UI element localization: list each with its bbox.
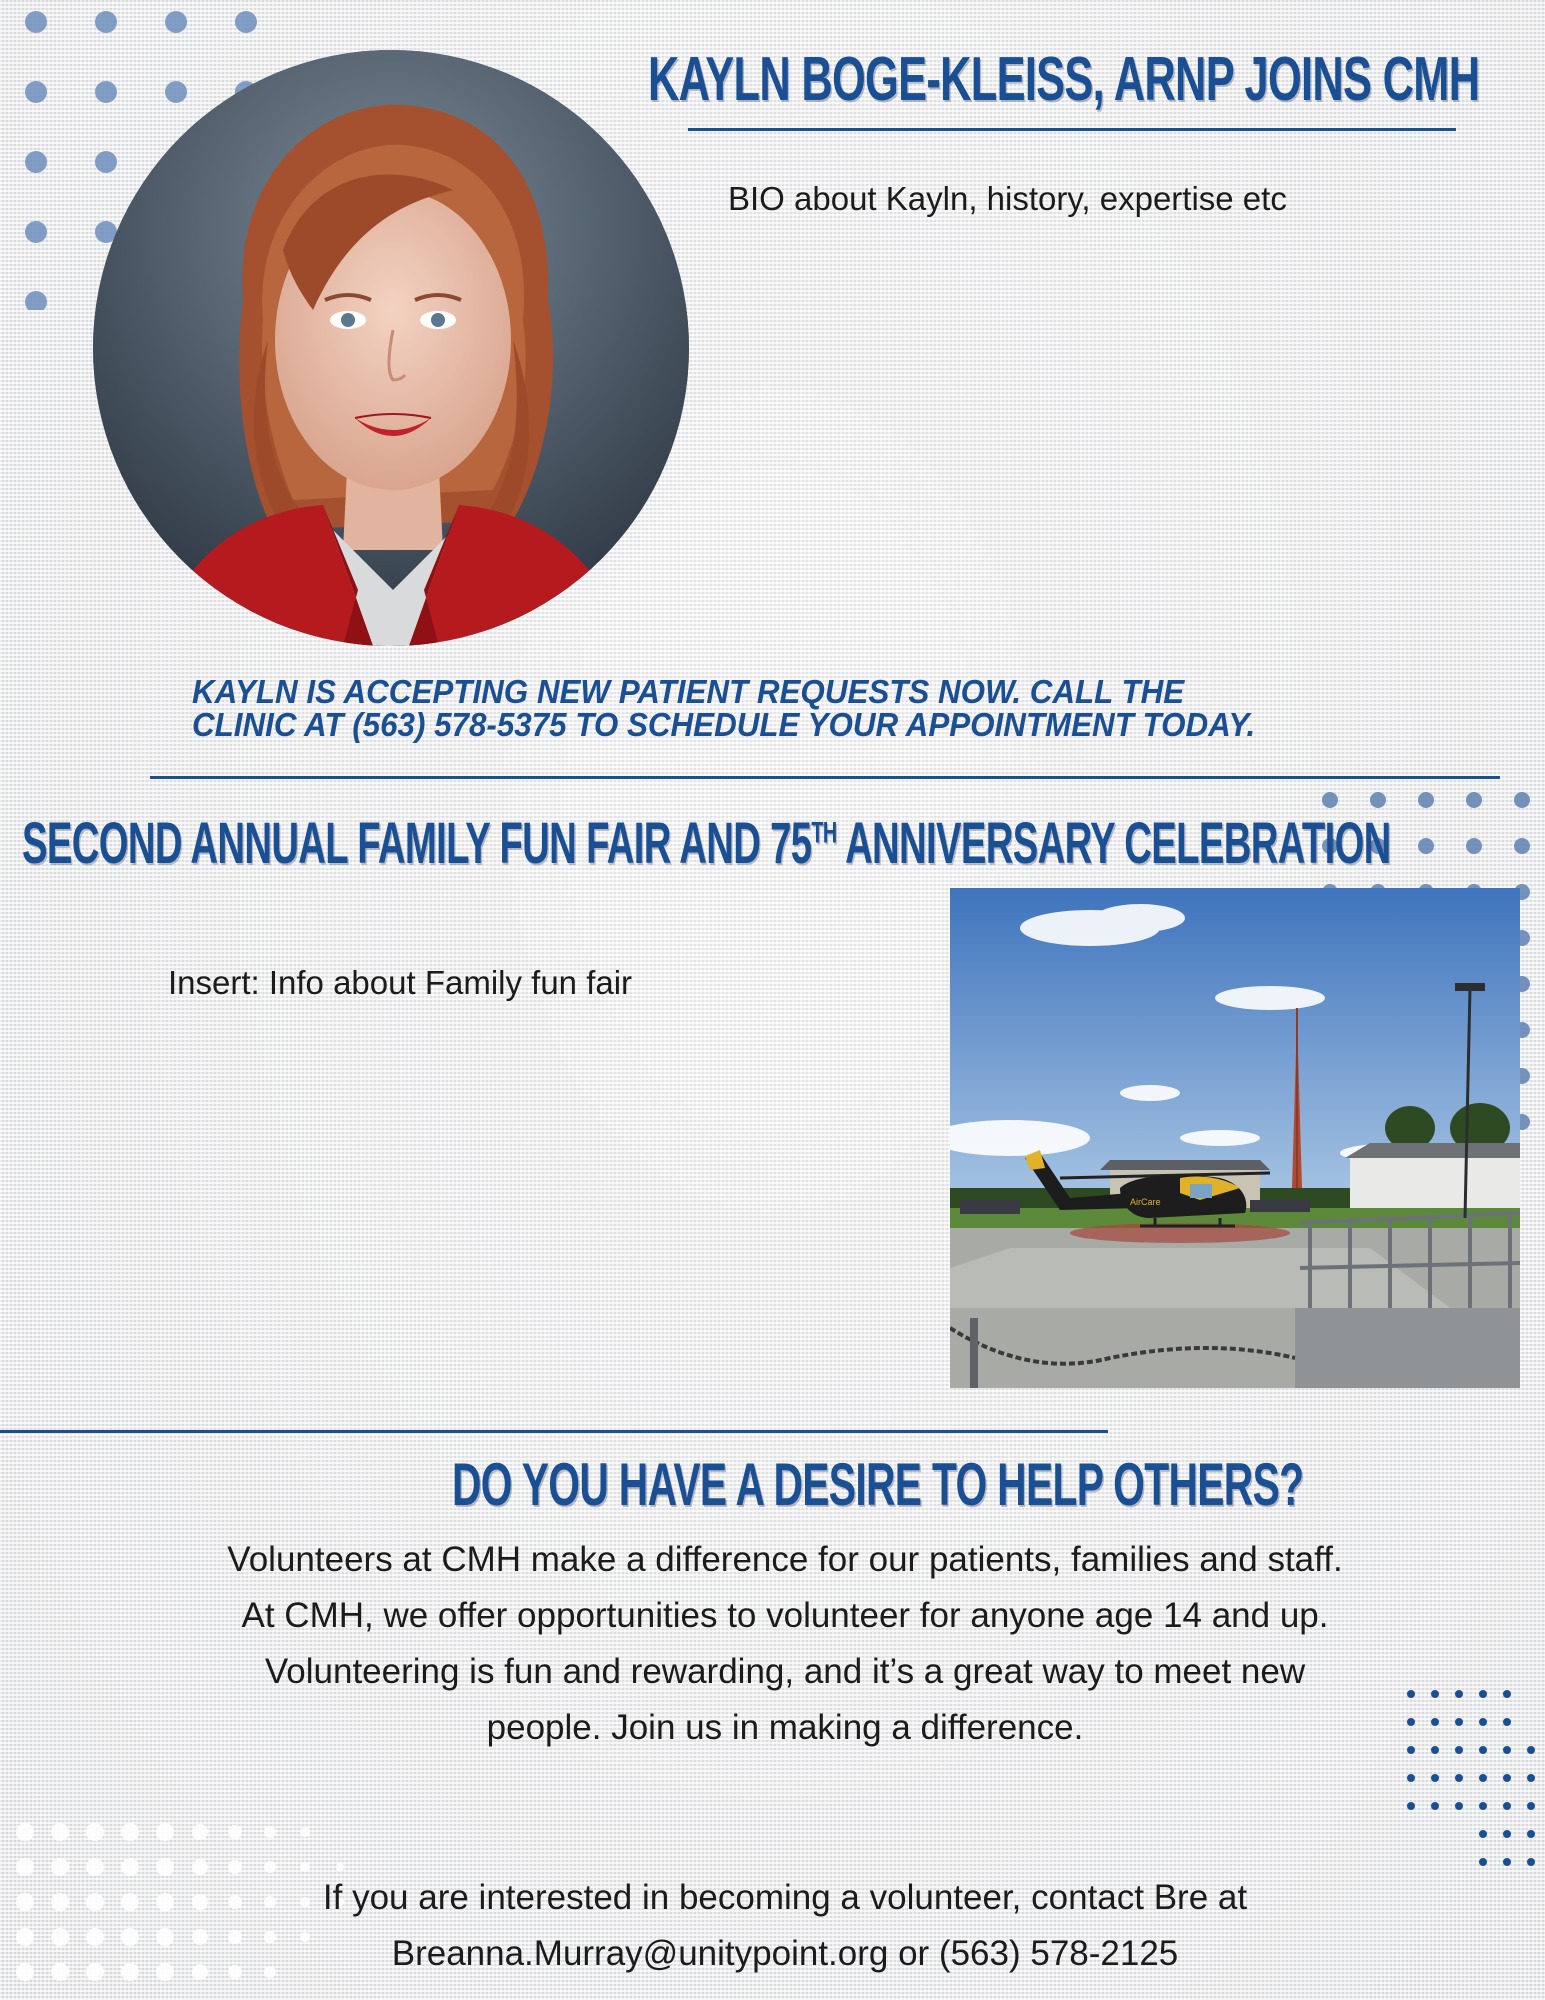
section-divider-2 bbox=[0, 1430, 1108, 1433]
helicopter-label: AirCare bbox=[1130, 1197, 1161, 1207]
portrait-illustration bbox=[93, 50, 689, 646]
provider-bio: BIO about Kayln, history, expertise etc bbox=[728, 180, 1287, 217]
volunteer-contact bbox=[160, 1870, 1410, 1982]
fun-fair-headline bbox=[22, 810, 1391, 877]
dot-pattern-bottom-right bbox=[1405, 1688, 1535, 1883]
fun-fair-info: Insert: Info about Family fun fair bbox=[168, 964, 633, 1001]
volunteer-contact-line-1: If you are interested in becoming a volunteer, contact Bre at bbox=[322, 1878, 1248, 1917]
section-divider-1 bbox=[150, 776, 1500, 779]
provider-portrait bbox=[93, 50, 689, 646]
volunteer-headline: DO YOU HAVE A DESIRE TO HELP OTHERS? bbox=[452, 1451, 1304, 1518]
provider-headline: KAYLN BOGE-KLEISS, ARNP JOINS CMH bbox=[648, 45, 1480, 114]
accepting-line-1: KAYLN IS ACCEPTING NEW PATIENT REQUESTS NOW. CALL THE bbox=[192, 673, 1185, 710]
accepting-patients-notice bbox=[192, 675, 1427, 741]
fun-fair-helicopter-photo bbox=[950, 888, 1520, 1388]
fun-fair-title-part2: ANNIVERSARY CELEBRATION bbox=[836, 811, 1391, 876]
volunteer-contact-info[interactable]: Breanna.Murray@unitypoint.org or (563) 578-2125 bbox=[391, 1934, 1179, 1973]
volunteer-paragraph: Volunteers at CMH make a difference for our patients, families and staff. At CMH, we offer opportunities to volunteer for anyone age 14 and up. Volunteering is fun and rewarding, and it’s a great way to meet new people. Join us in making a difference. bbox=[227, 1540, 1343, 1747]
helicopter-scene bbox=[950, 888, 1520, 1388]
fun-fair-title-ordinal: TH bbox=[811, 816, 837, 850]
accepting-line-2: CLINIC AT (563) 578-5375 TO SCHEDULE YOUR APPOINTMENT TODAY. bbox=[192, 706, 1256, 743]
provider-headline-underline bbox=[688, 128, 1456, 131]
fun-fair-title-part1: SECOND ANNUAL FAMILY FUN FAIR AND 75 bbox=[22, 811, 812, 876]
